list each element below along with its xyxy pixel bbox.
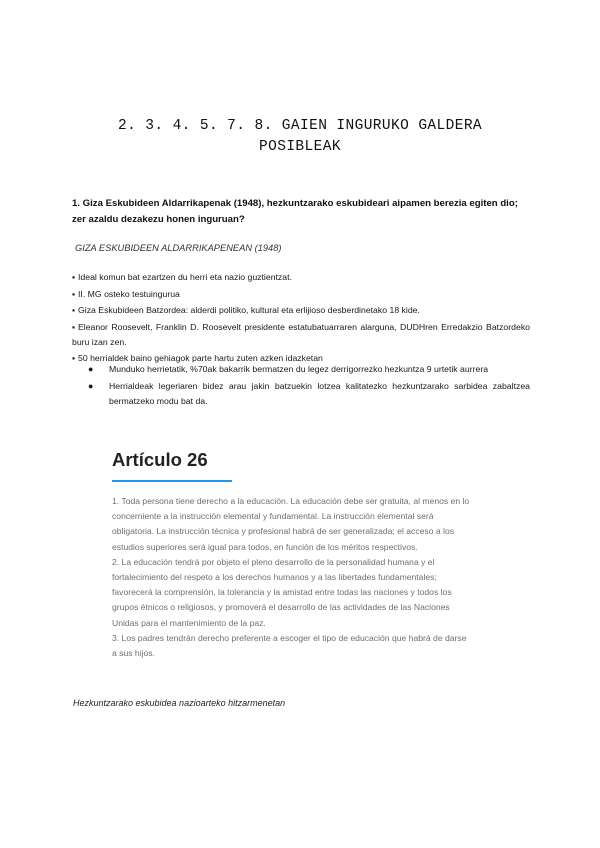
sub-bullet-list <box>88 362 530 411</box>
list-item: ● Herrialdeak legeriaren bidez arau jakin batzuekin lotzea kalitatezko hezkuntzarako sarbidea zabaltzea bermatzeko modu bat da. <box>88 381 530 406</box>
page-title <box>80 116 520 158</box>
bullet-icon: ▪ <box>72 272 76 282</box>
list-item: ▪ Giza Eskubideen Batzordea: alderdi politiko, kultural eta erlijioso desberdinetako 18 kide. <box>72 303 530 318</box>
bullet-list <box>72 270 530 368</box>
article-title: Artículo 26 <box>112 449 208 470</box>
list-item: ▪ 50 herrialdek baino gehiagok parte hartu zuten azken idazketan <box>72 351 530 366</box>
list-item: ▪ II. MG osteko testuingurua <box>72 287 530 302</box>
question-heading: 1. Giza Eskubideen Aldarrikapenak (1948), hezkuntzarako eskubideari aipamen berezia egiten dio; zer azaldu dezakezu honen inguruan? <box>72 198 518 225</box>
bullet-icon: ▪ <box>72 305 76 315</box>
bullet-dot-icon: ● <box>88 381 94 391</box>
article-body <box>112 494 472 661</box>
article-paragraph: 2. La educación tendrá por objeto el pleno desarrollo de la personalidad humana y el fortalecimiento del respeto a los derechos humanos y a las libertades fundamentales; favorecerá la comprensión, la tolerancia y la amistad entre todas las naciones y todos los grupos étnicos o religiosos, y promoverá el desarrollo de las actividades de las Naciones Unidas para el mantenimiento de la paz. <box>112 556 452 628</box>
bullet-icon: ▪ <box>72 288 76 299</box>
list-item: ▪ Ideal komun bat ezartzen du herri eta nazio guztientzat. <box>72 270 530 285</box>
page-title-line-2: POSIBLEAK <box>259 139 341 155</box>
list-item: ● Munduko herrietatik, %70ak bakarrik bermatzen du legez derrigorrezko hezkuntza 9 urtetik aurrera <box>88 362 530 377</box>
bullet-icon: ▪ <box>72 353 76 363</box>
list-item: ▪ Eleanor Roosevelt, Franklin D. Roosevelt presidente estatubatuarraren alarguna, DUDHren Erredakzio Batzordeko buru izan zen. <box>72 321 530 347</box>
page-title-line-1: 2. 3. 4. 5. 7. 8. GAIEN INGURUKO GALDERA <box>117 118 483 134</box>
article-26-image <box>112 448 472 661</box>
bullet-dot-icon: ● <box>88 364 94 374</box>
article-paragraph: 3. Los padres tendrán derecho preferente a escoger el tipo de educación que habrá de darse a sus hijos. <box>112 632 467 659</box>
image-caption: Hezkuntzarako eskubidea nazioarteko hitzarmenetan <box>73 698 286 708</box>
article-paragraph: 1. Toda persona tiene derecho a la educación. La educación debe ser gratuita, al menos en lo concerniente a la instrucción elemental y fundamental. La instrucción elemental será obligatoria. La instrucción técnica y profesional habrá de ser generalizada; el acceso a los estudios superiores será igual para todos, en función de los méritos respectivos. <box>112 496 470 552</box>
bullet-icon: ▪ <box>72 321 76 332</box>
section-subheading: GIZA ESKUBIDEEN ALDARRIKAPENEAN (1948) <box>75 243 282 253</box>
article-title-underline <box>112 480 232 482</box>
